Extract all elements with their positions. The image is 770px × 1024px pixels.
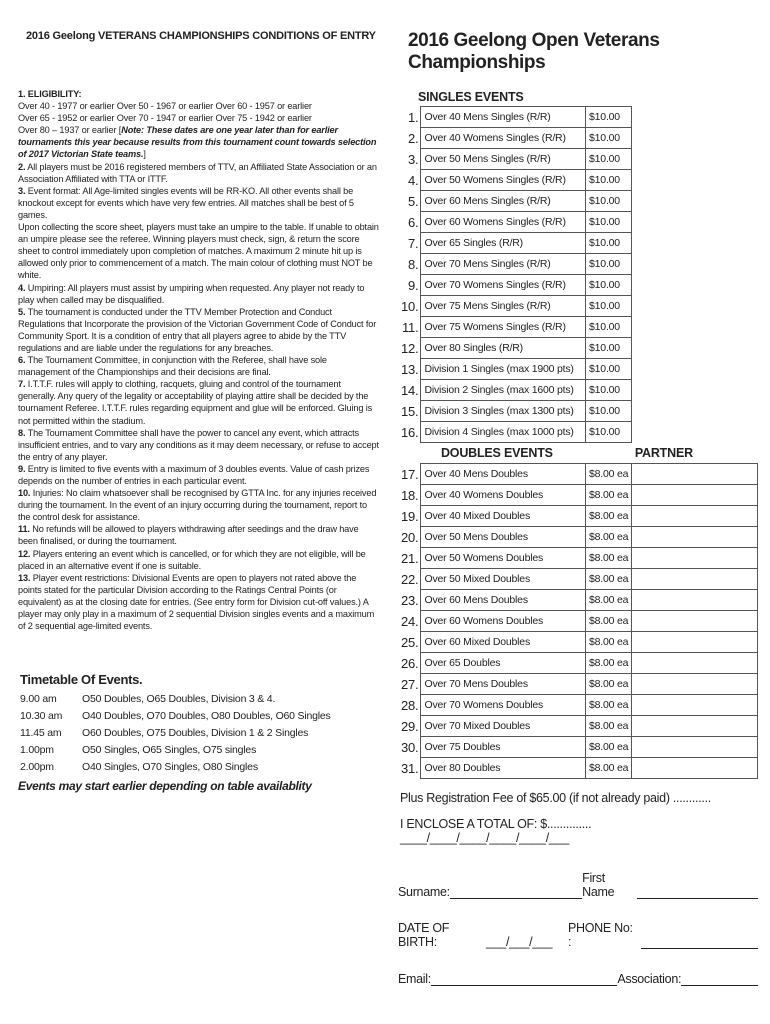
condition-item: 8. The Tournament Committee shall have the power to cancel any event, which attracts insufficient entries, and to vary any conditions as it may deem necessary, or refuse to accept the entry of any player.: [18, 427, 379, 462]
doubles-event-row: [398, 464, 758, 485]
event-fee: $10.00: [586, 359, 632, 380]
event-name: Over 60 Mens Doubles: [421, 590, 586, 611]
timetable-row: [18, 725, 380, 742]
condition-item: 7. I.T.T.F. rules will apply to clothing, racquets, gluing and control of the tournament generally. Any query of the legality or acceptability of playing attire shall be decided by the tournament Referee. I.T.T.F. rules regarding equipment and glue will be enforced. Gluing is not permitted within the stadium.: [18, 379, 373, 426]
phone-label: PHONE No: :: [568, 921, 633, 949]
event-name: Over 50 Mixed Doubles: [421, 569, 586, 590]
event-number: 17.: [398, 464, 421, 485]
event-name: Over 70 Womens Singles (R/R): [421, 275, 586, 296]
doubles-event-row: [398, 695, 758, 716]
partner-entry-cell[interactable]: [632, 548, 758, 569]
dob-label: DATE OF BIRTH:: [398, 921, 450, 949]
event-fee: $10.00: [586, 170, 632, 191]
singles-event-row: [398, 149, 758, 170]
event-fee: $8.00 ea: [586, 548, 632, 569]
event-name: Over 75 Womens Singles (R/R): [421, 317, 586, 338]
partner-entry-cell[interactable]: [632, 590, 758, 611]
event-number: 22.: [398, 569, 421, 590]
timetable-time: 2.00pm: [20, 761, 54, 774]
registration-fee-text: Plus Registration Fee of $65.00 (if not already paid) ............: [400, 791, 711, 805]
conditions-list: [18, 161, 380, 633]
conditions-column: [18, 30, 380, 793]
event-number: 29.: [398, 716, 421, 737]
event-number: 2.: [398, 128, 421, 149]
event-number: 9.: [398, 275, 421, 296]
event-number: 28.: [398, 695, 421, 716]
event-number: 18.: [398, 485, 421, 506]
event-number: 6.: [398, 212, 421, 233]
singles-event-row: [398, 317, 758, 338]
singles-event-row: [398, 254, 758, 275]
partner-entry-cell[interactable]: [632, 611, 758, 632]
partner-entry-cell[interactable]: [632, 737, 758, 758]
event-fee: $8.00 ea: [586, 758, 632, 779]
event-fee: $10.00: [586, 296, 632, 317]
timetable-note: Events may start earlier depending on table availablity: [18, 779, 312, 794]
doubles-event-row: [398, 737, 758, 758]
event-fee: $8.00 ea: [586, 464, 632, 485]
timetable-events: O40 Singles, O70 Singles, O80 Singles: [82, 761, 258, 774]
conditions-body: [18, 88, 380, 632]
doubles-event-row: [398, 569, 758, 590]
event-name: Over 40 Womens Doubles: [421, 485, 586, 506]
event-number: 10.: [398, 296, 421, 317]
partner-entry-cell[interactable]: [632, 464, 758, 485]
condition-item: 2. All players must be 2016 registered members of TTV, an Affiliated State Association or an Association Affiliated with TTA or ITTF.: [18, 161, 377, 184]
partner-entry-cell[interactable]: [632, 485, 758, 506]
event-number: 7.: [398, 233, 421, 254]
doubles-event-row: [398, 548, 758, 569]
events-table: [398, 106, 758, 779]
timetable-row: [18, 691, 380, 708]
event-fee: $8.00 ea: [586, 611, 632, 632]
event-name: Over 70 Mixed Doubles: [421, 716, 586, 737]
partner-entry-cell[interactable]: [632, 674, 758, 695]
timetable-events: O40 Doubles, O70 Doubles, O80 Doubles, O60 Singles: [82, 710, 331, 723]
event-fee: $10.00: [586, 233, 632, 254]
singles-event-row: [398, 380, 758, 401]
event-fee: $10.00: [586, 212, 632, 233]
event-fee: $10.00: [586, 191, 632, 212]
event-name: Over 40 Mens Doubles: [421, 464, 586, 485]
event-name: Over 60 Mens Singles (R/R): [421, 191, 586, 212]
event-name: Over 40 Mixed Doubles: [421, 506, 586, 527]
event-name: Over 60 Womens Doubles: [421, 611, 586, 632]
event-number: 16.: [398, 422, 421, 443]
event-fee: $8.00 ea: [586, 506, 632, 527]
event-fee: $10.00: [586, 254, 632, 275]
event-name: Over 80 Doubles: [421, 758, 586, 779]
partner-entry-cell[interactable]: [632, 527, 758, 548]
condition-item: 12. Players entering an event which is cancelled, or for which they are not eligible, will be placed in an alternative event if one is suitable.: [18, 548, 366, 571]
event-name: Over 40 Womens Singles (R/R): [421, 128, 586, 149]
event-number: 27.: [398, 674, 421, 695]
email-label: Email:: [398, 972, 431, 986]
event-number: 20.: [398, 527, 421, 548]
condition-item: 3. Event format: All Age-limited singles events will be RR-KO. All other events shall be knockout except for events which have very few entries. All matches shall be best of 5 games.: [18, 185, 354, 220]
event-number: 3.: [398, 149, 421, 170]
condition-item: 10. Injuries: No claim whatsoever shall be recognised by GTTA Inc. for any injuries received during the tournament. In the event of an injury occurring during the tournament, report to the control desk for assistance.: [18, 488, 377, 523]
event-fee: $8.00 ea: [586, 674, 632, 695]
event-name: Over 70 Mens Doubles: [421, 674, 586, 695]
event-number: 11.: [398, 317, 421, 338]
event-number: 21.: [398, 548, 421, 569]
condition-item: 5. The tournament is conducted under the TTV Member Protection and Conduct Regulations that Incorporate the provision of the Victorian Government Code of Conduct for Community Sport. It is a condition of entry that all players agree to abide by the TTV regulations and are liable under the regulations for any breaches.: [18, 306, 377, 353]
event-number: 26.: [398, 653, 421, 674]
doubles-event-row: [398, 485, 758, 506]
event-name: Over 50 Mens Doubles: [421, 527, 586, 548]
partner-entry-cell[interactable]: [632, 695, 758, 716]
doubles-heading: DOUBLES EVENTS: [440, 446, 553, 460]
timetable-time: 10.30 am: [20, 710, 63, 723]
eligibility-heading: 1. ELIGIBILITY:: [18, 89, 82, 99]
event-name: Over 75 Mens Singles (R/R): [421, 296, 586, 317]
elig-note: Note: These dates are one year later than for earlier tournaments this year because results from this tournament count towards selection of 2017 Victorian State teams.: [18, 125, 377, 160]
timetable-time: 1.00pm: [20, 744, 54, 757]
doubles-event-row: [398, 674, 758, 695]
event-fee: $8.00 ea: [586, 695, 632, 716]
singles-event-row: [398, 170, 758, 191]
timetable-events: O60 Doubles, O75 Doubles, Division 1 & 2 Singles: [82, 727, 309, 740]
timetable-time: 9.00 am: [20, 693, 57, 706]
event-number: 15.: [398, 401, 421, 422]
elig-line-2: Over 65 - 1952 or earlier Over 70 - 1947 or earlier Over 75 - 1942 or earlier: [18, 113, 312, 124]
event-name: Over 70 Womens Doubles: [421, 695, 586, 716]
event-fee: $10.00: [586, 107, 632, 128]
event-name: Over 65 Singles (R/R): [421, 233, 586, 254]
event-number: 4.: [398, 170, 421, 191]
timetable-row: [18, 742, 380, 759]
event-fee: $10.00: [586, 401, 632, 422]
event-name: Division 3 Singles (max 1300 pts): [421, 401, 586, 422]
partner-entry-cell[interactable]: [632, 506, 758, 527]
doubles-event-row: [398, 590, 758, 611]
firstname-field[interactable]: [637, 884, 758, 899]
event-fee: $8.00 ea: [586, 632, 632, 653]
event-number: 13.: [398, 359, 421, 380]
doubles-event-row: [398, 653, 758, 674]
event-name: Over 50 Womens Doubles: [421, 548, 586, 569]
partner-heading: PARTNER: [634, 445, 693, 460]
event-fee: $8.00 ea: [586, 737, 632, 758]
doubles-event-row: [398, 758, 758, 779]
partner-entry-cell[interactable]: [632, 716, 758, 737]
partner-entry-cell[interactable]: [632, 758, 758, 779]
singles-event-row: [398, 359, 758, 380]
condition-item: 11. No refunds will be allowed to players withdrawing after seedings and the draw have been finalised, or during the tournament.: [18, 524, 359, 547]
event-number: 12.: [398, 338, 421, 359]
event-number: 1.: [398, 107, 421, 128]
doubles-event-row: [398, 611, 758, 632]
event-fee: $10.00: [586, 338, 632, 359]
doubles-event-row: [398, 716, 758, 737]
singles-event-row: [398, 107, 758, 128]
timetable-events: O50 Doubles, O65 Doubles, Division 3 & 4.: [82, 693, 276, 706]
event-name: Over 60 Womens Singles (R/R): [421, 212, 586, 233]
timetable-time: 11.45 am: [20, 727, 62, 740]
event-name: Over 60 Mixed Doubles: [421, 632, 586, 653]
event-fee: $8.00 ea: [586, 569, 632, 590]
doubles-event-row: [398, 632, 758, 653]
event-name: Over 65 Doubles: [421, 653, 586, 674]
timetable-events: O50 Singles, O65 Singles, O75 singles: [82, 744, 257, 757]
singles-event-row: [398, 338, 758, 359]
event-number: 25.: [398, 632, 421, 653]
enclose-total-field[interactable]: I ENCLOSE A TOTAL OF: $.............. ____/____/____/____/____/___: [400, 817, 592, 845]
singles-event-row: [398, 128, 758, 149]
event-name: Over 40 Mens Singles (R/R): [421, 107, 586, 128]
timetable-list: [18, 691, 380, 776]
event-fee: $8.00 ea: [586, 527, 632, 548]
partner-entry-cell[interactable]: [632, 632, 758, 653]
partner-entry-cell[interactable]: [632, 653, 758, 674]
doubles-event-row: [398, 506, 758, 527]
event-number: 5.: [398, 191, 421, 212]
singles-event-row: [398, 212, 758, 233]
condition-item: Upon collecting the score sheet, players must take an umpire to the table. If unable to obtain an umpire please see the referee. Winning players must check, sign, & return the score sheet to control immediately upon completion of matches. A maximum 2 minute hit up is allowed only prior to commencement of a match. The main colour of clothing must NOT be white.: [18, 222, 379, 281]
event-name: Division 1 Singles (max 1900 pts): [421, 359, 586, 380]
event-number: 23.: [398, 590, 421, 611]
event-fee: $10.00: [586, 149, 632, 170]
association-field[interactable]: [681, 971, 758, 986]
dob-field[interactable]: ___/___/___: [486, 935, 553, 949]
event-number: 30.: [398, 737, 421, 758]
entry-form-column: [398, 30, 758, 986]
condition-item: 6. The Tournament Committee, in conjunction with the Referee, shall have sole management of the Championships and their decisions are final.: [18, 355, 327, 378]
event-name: Division 2 Singles (max 1600 pts): [421, 380, 586, 401]
partner-entry-cell[interactable]: [632, 569, 758, 590]
singles-event-row: [398, 233, 758, 254]
singles-event-row: [398, 401, 758, 422]
elig-line-1: Over 40 - 1977 or earlier Over 50 - 1967 or earlier Over 60 - 1957 or earlier: [18, 101, 312, 112]
event-fee: $8.00 ea: [586, 485, 632, 506]
event-number: 31.: [398, 758, 421, 779]
association-label: Association:: [617, 972, 682, 986]
event-number: 14.: [398, 380, 421, 401]
surname-field[interactable]: [450, 884, 582, 899]
singles-event-row: [398, 296, 758, 317]
singles-heading: SINGLES EVENTS: [418, 90, 524, 104]
event-fee: $8.00 ea: [586, 716, 632, 737]
event-name: Over 50 Mens Singles (R/R): [421, 149, 586, 170]
timetable-title: Timetable Of Events.: [20, 672, 143, 688]
event-fee: $8.00 ea: [586, 590, 632, 611]
event-fee: $8.00 ea: [586, 653, 632, 674]
singles-event-row: [398, 422, 758, 443]
singles-event-row: [398, 275, 758, 296]
event-name: Over 70 Mens Singles (R/R): [421, 254, 586, 275]
phone-field[interactable]: [641, 934, 758, 949]
event-name: Over 75 Doubles: [421, 737, 586, 758]
event-number: 19.: [398, 506, 421, 527]
event-name: Over 80 Singles (R/R): [421, 338, 586, 359]
event-name: Over 50 Womens Singles (R/R): [421, 170, 586, 191]
event-fee: $10.00: [586, 380, 632, 401]
page-title: 2016 Geelong Open Veterans Championships: [408, 30, 660, 73]
timetable-row: [18, 759, 380, 776]
timetable-row: [18, 708, 380, 725]
condition-item: 4. Umpiring: All players must assist by umpiring when requested. Any player not ready to play when called may be disqualified.: [18, 282, 365, 305]
event-name: Division 4 Singles (max 1000 pts): [421, 422, 586, 443]
event-fee: $10.00: [586, 275, 632, 296]
surname-label: Surname:: [398, 885, 450, 899]
condition-item: 9. Entry is limited to five events with a maximum of 3 doubles events. Value of cash prizes depends on the number of entries in each particular event.: [18, 463, 370, 486]
singles-event-row: [398, 191, 758, 212]
doubles-event-row: [398, 527, 758, 548]
event-fee: $10.00: [586, 422, 632, 443]
conditions-title: 2016 Geelong VETERANS CHAMPIONSHIPS CONDITIONS OF ENTRY: [26, 30, 376, 42]
event-fee: $10.00: [586, 317, 632, 338]
condition-item: 13. Player event restrictions: Divisional Events are open to players not rated above the points stated for the particular Division according to the Ratings Central Points (or equivalent) as at the closing date for entries. (See entry form for Division cut-off values.) A player may only play in a maximum of 2 sequential Division singles events and a maximum of 2 sequential age-limited events.: [18, 572, 375, 632]
email-field[interactable]: [431, 971, 617, 986]
event-number: 8.: [398, 254, 421, 275]
event-number: 24.: [398, 611, 421, 632]
event-fee: $10.00: [586, 128, 632, 149]
firstname-label: First Name: [582, 871, 615, 899]
elig-line-3: Over 80 – 1937 or earlier [Note: These dates are one year later than for earlier tournaments this year because results from this tournament count towards selection of 2017 Victorian State teams.]: [18, 125, 377, 160]
